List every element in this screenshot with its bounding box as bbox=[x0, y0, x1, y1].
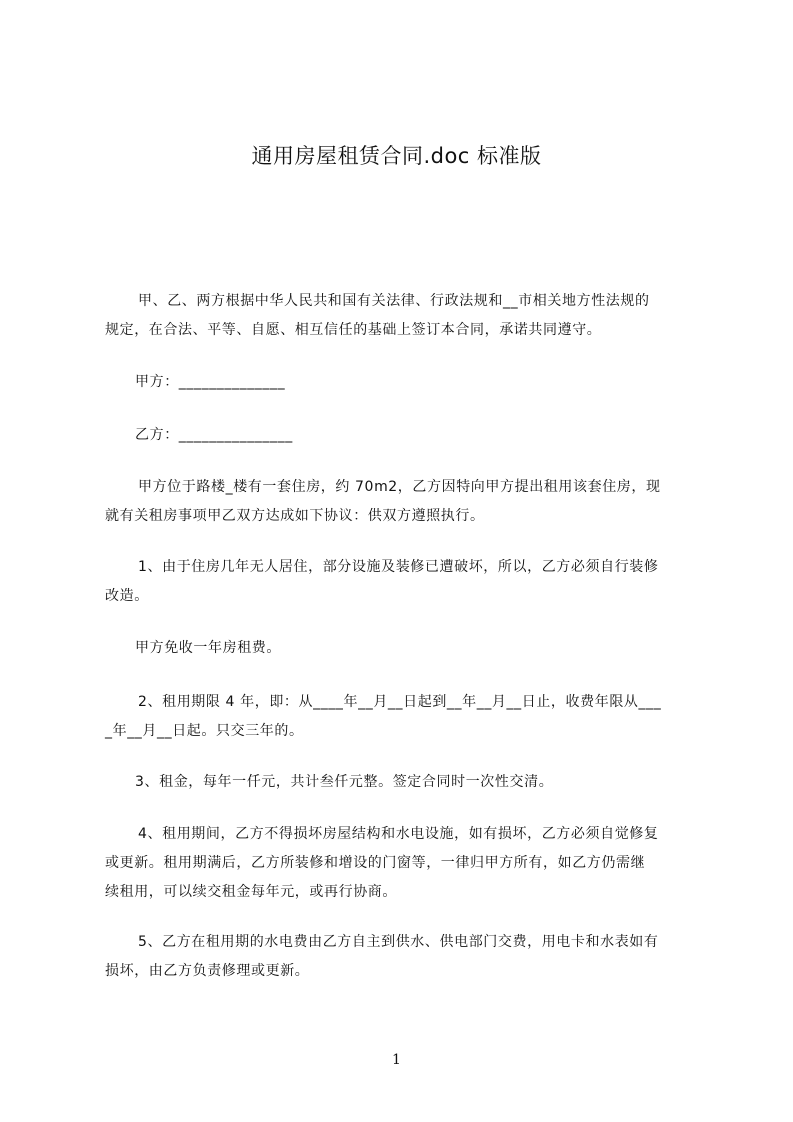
paragraph-line: 甲方位于路楼_楼有一套住房，约 70m2，乙方因特向甲方提出租用该套住房，现 bbox=[138, 479, 661, 495]
paragraph-property bbox=[105, 473, 710, 531]
document-title: 通用房屋租赁合同.doc 标准版 bbox=[251, 144, 542, 168]
clause-4 bbox=[105, 820, 710, 907]
paragraph-line: 4、租用期间，乙方不得损坏房屋结构和水电设施，如有损坏，乙方必须自觉修复 bbox=[138, 826, 659, 842]
paragraph-line: 2、租用期限 4 年，即：从____年__月__日起到__年__月__日止，收费年限从___ bbox=[138, 694, 662, 710]
paragraph-line: 3、租金，每年一仟元，共计叁仟元整。签定合同时一次性交清。 bbox=[135, 774, 554, 790]
clause-5 bbox=[105, 928, 710, 986]
paragraph-preamble bbox=[105, 287, 710, 345]
party-a-field bbox=[105, 368, 710, 397]
paragraph-line: 1、由于住房几年无人居住，部分设施及装修已遭破坏，所以，乙方必须自行装修 bbox=[138, 559, 659, 575]
party-a-label: 甲方：______________ bbox=[135, 374, 286, 390]
clause-3 bbox=[105, 768, 710, 797]
paragraph-line: 甲方免收一年房租费。 bbox=[135, 640, 281, 656]
party-b-label: 乙方：_______________ bbox=[135, 427, 293, 443]
paragraph-line: 或更新。租用期满后，乙方所装修和增设的门窗等，一律归甲方所有，如乙方仍需继 bbox=[105, 855, 646, 871]
paragraph-line: 就有关租房事项甲乙双方达成如下协议：供双方遵照执行。 bbox=[105, 508, 485, 524]
clause-2 bbox=[105, 688, 710, 746]
paragraph-line: 改造。 bbox=[105, 588, 149, 604]
paragraph-line: 续租用，可以续交租金每年元，或再行协商。 bbox=[105, 884, 397, 900]
paragraph-line: 损坏，由乙方负责修理或更新。 bbox=[105, 963, 310, 979]
paragraph-line: _年__月__日起。只交三年的。 bbox=[105, 723, 304, 739]
paragraph-line: 规定，在合法、平等、自愿、相互信任的基础上签订本合同，承诺共同遵守。 bbox=[105, 322, 602, 338]
paragraph-line: 5、乙方在租用期的水电费由乙方自主到供水、供电部门交费，用电卡和水表如有 bbox=[138, 934, 659, 950]
party-b-field bbox=[105, 421, 710, 450]
paragraph-line: 甲、乙、两方根据中华人民共和国有关法律、行政法规和__市相关地方性法规的 bbox=[138, 293, 650, 309]
paragraph-rent-free bbox=[105, 634, 710, 663]
clause-1 bbox=[105, 553, 710, 611]
page-number: 1 bbox=[392, 1052, 401, 1068]
